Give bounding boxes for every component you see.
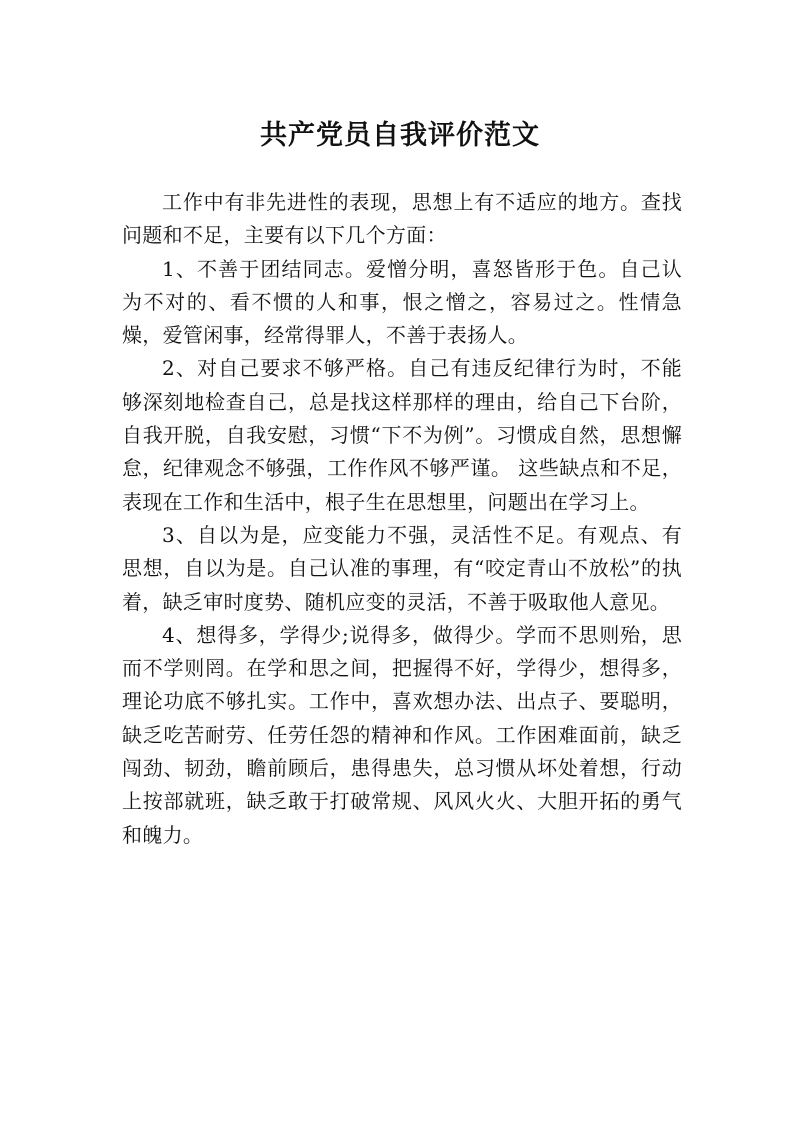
- document-body: [122, 186, 682, 852]
- document-title: 共产党员自我评价范文: [260, 120, 540, 152]
- paragraph-point-1: 1、不善于团结同志。爱憎分明，喜怒皆形于色。自己认为不对的、看不惯的人和事，恨之憎之，容易过之。性情急燥，爱管闲事，经常得罪人，不善于表扬人。: [122, 256, 682, 348]
- paragraph-point-3: 3、自以为是，应变能力不强，灵活性不足。有观点、有思想，自以为是。自己认准的事理，有“咬定青山不放松”的执着，缺乏审时度势、随机应变的灵活，不善于吸取他人意见。: [122, 522, 682, 614]
- paragraph-point-2: 2、对自己要求不够严格。自己有违反纪律行为时，不能够深刻地检查自己，总是找这样那样的理由，给自己下台阶，自我开脱，自我安慰，习惯“下不为例”。习惯成自然，思想懈怠，纪律观念不够强，工作作风不够严谨。 这些缺点和不足，表现在工作和生活中，根子生在思想里，问题出在学习上。: [122, 356, 682, 514]
- paragraph-point-4: 4、想得多，学得少;说得多，做得少。学而不思则殆，思而不学则罔。在学和思之间，把握得不好，学得少，想得多，理论功底不够扎实。工作中，喜欢想办法、出点子、要聪明，缺乏吃苦耐劳、任劳任怨的精神和作风。工作困难面前，缺乏闯劲、韧劲，瞻前顾后，患得患失，总习惯从坏处着想，行动上按部就班，缺乏敢于打破常规、风风火火、大胆开拓的勇气和魄力。: [122, 622, 682, 847]
- paragraph-intro: 工作中有非先进性的表现，思想上有不适应的地方。查找问题和不足，主要有以下几个方面：: [122, 190, 682, 248]
